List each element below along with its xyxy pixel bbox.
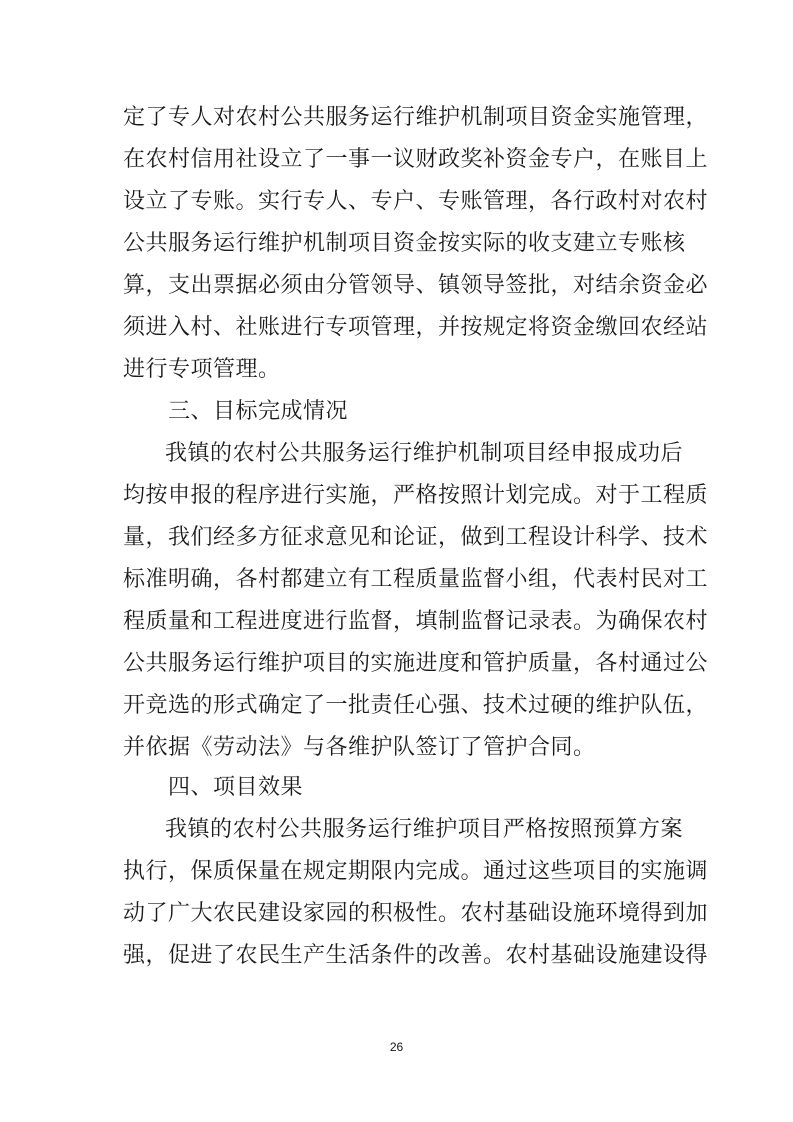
paragraph-line: 公共服务运行维护项目的实施进度和管护质量，各村通过公 xyxy=(123,651,709,676)
page-number: 26 xyxy=(389,1040,404,1054)
paragraph-line: 执行，保质保量在规定期限内完成。通过这些项目的实施调 xyxy=(123,859,709,884)
paragraph-line: 程质量和工程进度进行监督，填制监督记录表。为确保农村 xyxy=(123,609,709,634)
paragraph-line: 在农村信用社设立了一事一议财政奖补资金专户，在账目上 xyxy=(123,147,709,172)
section-heading: 三、目标完成情况 xyxy=(168,399,349,424)
paragraph-line: 公共服务运行维护机制项目资金按实际的收支建立专账核 xyxy=(123,231,686,256)
paragraph-line: 并依据《劳动法》与各维护队签订了管护合同。 xyxy=(123,735,596,760)
paragraph-line: 标准明确，各村都建立有工程质量监督小组，代表村民对工 xyxy=(123,567,709,592)
paragraph-line: 算，支出票据必须由分管领导、镇领导签批，对结余资金必 xyxy=(123,273,709,298)
paragraph-line: 定了专人对农村公共服务运行维护机制项目资金实施管理， xyxy=(123,105,709,130)
paragraph-line: 量，我们经多方征求意见和论证，做到工程设计科学、技术 xyxy=(123,525,709,550)
paragraph-line: 我镇的农村公共服务运行维护项目严格按照预算方案 xyxy=(165,817,683,842)
paragraph-line: 均按申报的程序进行实施，严格按照计划完成。对于工程质 xyxy=(123,483,709,508)
paragraph-line: 开竞选的形式确定了一批责任心强、技术过硬的维护队伍， xyxy=(123,693,709,718)
paragraph-line: 进行专项管理。 xyxy=(123,357,281,382)
paragraph-line: 须进入村、社账进行专项管理，并按规定将资金缴回农经站 xyxy=(123,315,709,340)
paragraph-line: 动了广大农民建设家园的积极性。农村基础设施环境得到加 xyxy=(123,901,709,926)
paragraph-line: 设立了专账。实行专人、专户、专账管理，各行政村对农村 xyxy=(123,189,709,214)
paragraph-line: 我镇的农村公共服务运行维护机制项目经申报成功后 xyxy=(165,441,683,466)
paragraph-line: 强，促进了农民生产生活条件的改善。农村基础设施建设得 xyxy=(123,943,709,968)
section-heading: 四、项目效果 xyxy=(168,775,304,800)
